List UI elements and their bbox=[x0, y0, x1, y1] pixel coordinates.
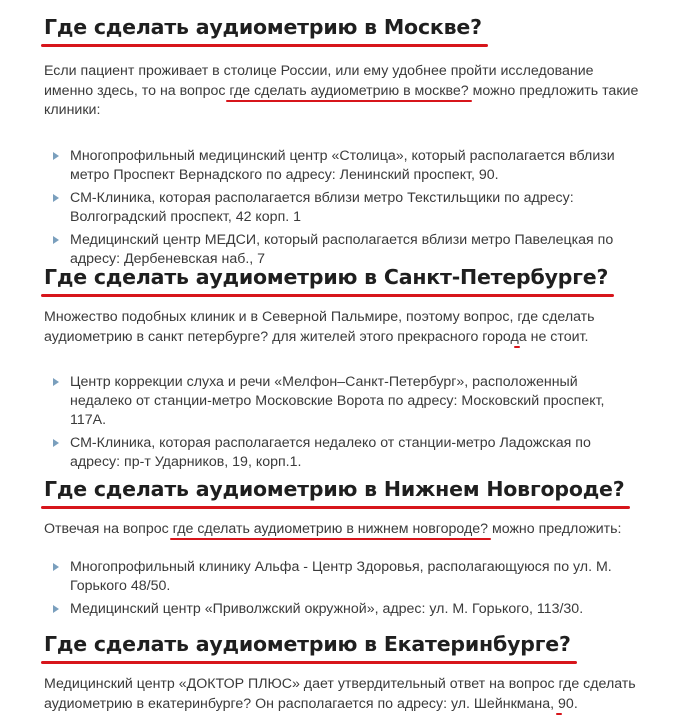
heading-spb: Где сделать аудиометрию в Санкт-Петербурге? bbox=[44, 264, 608, 290]
bullet-icon bbox=[53, 439, 59, 447]
list-item: Медицинский центр МЕДСИ, который располагается вблизи метро Павелецкая по адресу: Дербеневская наб., 7 bbox=[44, 231, 644, 269]
heading-underline bbox=[41, 44, 488, 47]
list-item: СМ-Клиника, которая располагается недалеко от станции-метро Ладожская по адресу: пр-т Ударников, 19, корп.1. bbox=[44, 434, 624, 472]
section-spb bbox=[44, 264, 674, 476]
list-item: Центр коррекции слуха и речи «Мелфон–Санкт-Петербург», расположенный недалеко от станции-метро Московские Ворота по адресу: Московский проспект, 117А. bbox=[44, 373, 624, 430]
intro-spb: Множество подобных клиник и в Северной Пальмире, поэтому вопрос, где сделать аудиометрию в санкт петербурге? для жителей этого прекрасного города не стоит. bbox=[44, 308, 634, 347]
list-item: Многопрофильный медицинский центр «Столица», который располагается вблизи метро Проспект Вернадского по адресу: Ленинский проспект, 90. bbox=[44, 147, 644, 185]
clinic-list-moscow bbox=[44, 147, 644, 269]
bullet-icon bbox=[53, 563, 59, 571]
bullet-icon bbox=[53, 378, 59, 386]
bullet-icon bbox=[53, 605, 59, 613]
section-moscow bbox=[44, 14, 674, 273]
highlight-query-moscow: где сделать аудиометрию в москве? bbox=[229, 83, 468, 99]
intro-ekb: Медицинский центр «ДОКТОР ПЛЮС» дает утвердительный ответ на вопрос где сделать аудиометрию в екатеринбурге? Он располагается по адресу: ул. Шейнкмана, 90. bbox=[44, 675, 674, 714]
clinic-list-nn bbox=[44, 558, 624, 619]
list-item: СМ-Клиника, которая располагается вблизи метро Текстильщики по адресу: Волгоградский проспект, 42 корп. 1 bbox=[44, 189, 644, 227]
bullet-icon bbox=[53, 152, 59, 160]
heading-underline bbox=[41, 506, 630, 509]
intro-nn: Отвечая на вопрос где сделать аудиометрию в нижнем новгороде? можно предложить: bbox=[44, 520, 674, 540]
section-nn bbox=[44, 476, 674, 623]
bullet-icon bbox=[53, 236, 59, 244]
bullet-icon bbox=[53, 194, 59, 202]
highlight-query-spb: где сделать аудиометрию в санкт петербурге? bbox=[44, 309, 595, 345]
highlight-query-ekb: где сделать аудиометрию в екатеринбурге? bbox=[44, 676, 636, 712]
highlight-query-nn: где сделать аудиометрию в нижнем новгороде? bbox=[173, 521, 488, 537]
list-item: Медицинский центр «Приволжский окружной», адрес: ул. М. Горького, 113/30. bbox=[44, 600, 624, 619]
heading-underline bbox=[41, 661, 577, 664]
heading-ekb: Где сделать аудиометрию в Екатеринбурге? bbox=[44, 631, 571, 657]
heading-underline bbox=[41, 294, 614, 297]
heading-moscow: Где сделать аудиометрию в Москве? bbox=[44, 14, 482, 40]
section-ekb bbox=[44, 631, 674, 714]
intro-moscow: Если пациент проживает в столице России, или ему удобнее пройти исследование именно здесь, то на вопрос где сделать аудиометрию в москве? можно предложить такие клиники: bbox=[44, 63, 639, 118]
clinic-list-spb bbox=[44, 373, 624, 472]
list-item: Многопрофильный клинику Альфа - Центр Здоровья, располагающуюся по ул. М. Горького 48/50. bbox=[44, 558, 624, 596]
heading-nn: Где сделать аудиометрию в Нижнем Новгороде? bbox=[44, 476, 624, 502]
